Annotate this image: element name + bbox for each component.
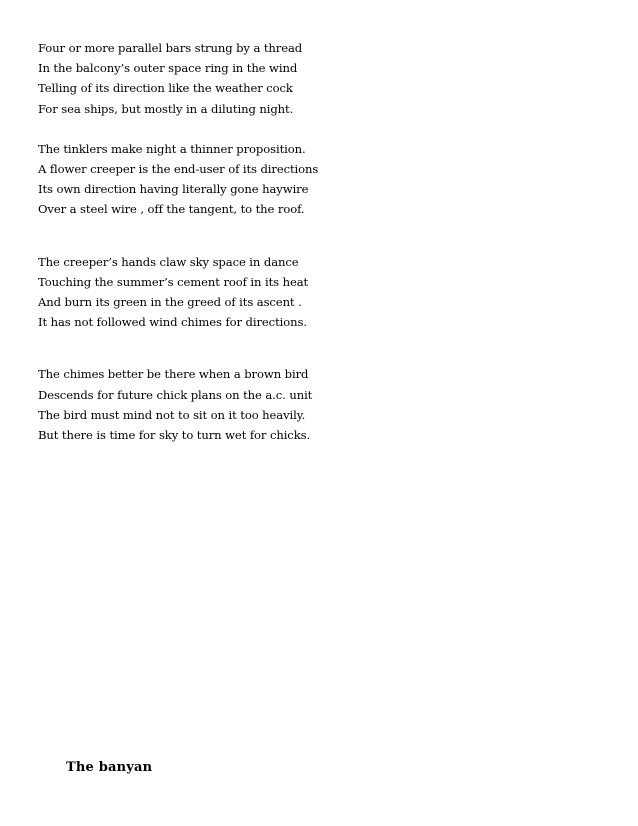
poem-line: Its own direction having literally gone haywire bbox=[38, 182, 309, 197]
next-poem-title: The banyan bbox=[66, 760, 153, 775]
stanza-gap bbox=[38, 220, 598, 252]
stanza-gap bbox=[38, 119, 598, 139]
poem-line: Four or more parallel bars strung by a thread bbox=[38, 41, 303, 55]
stanza-2 bbox=[38, 139, 598, 220]
stanza-4 bbox=[38, 364, 598, 445]
stanza-3 bbox=[38, 252, 598, 333]
stanza-gap bbox=[38, 332, 598, 364]
poem-line: The chimes better be there when a brown bird bbox=[38, 367, 309, 382]
poem-line: Touching the summer’s cement roof in its heat bbox=[38, 274, 309, 289]
poem-line: The creeper’s hands claw sky space in dance bbox=[38, 254, 299, 269]
poem-line: Over a steel wire , off the tangent, to the roof. bbox=[38, 202, 305, 217]
poem-line: In the balcony’s outer space ring in the wind bbox=[38, 61, 298, 76]
poem-line: And burn its green in the greed of its ascent . bbox=[38, 295, 302, 310]
poem-line: For sea ships, but mostly in a diluting night. bbox=[38, 101, 294, 116]
poem-line: The tinklers make night a thinner proposition. bbox=[38, 141, 306, 156]
poem-body bbox=[38, 38, 598, 445]
poem-line: Descends for future chick plans on the a.c. unit bbox=[38, 387, 313, 402]
poem-line: A flower creeper is the end-user of its directions bbox=[38, 162, 319, 177]
poem-line: But there is time for sky to turn wet for chicks. bbox=[38, 428, 311, 443]
stanza-1 bbox=[38, 38, 598, 119]
poem-line: It has not followed wind chimes for directions. bbox=[38, 315, 307, 330]
poem-line: Telling of its direction like the weather cock bbox=[38, 81, 293, 96]
poem-line: The bird must mind not to sit on it too heavily. bbox=[38, 407, 306, 422]
